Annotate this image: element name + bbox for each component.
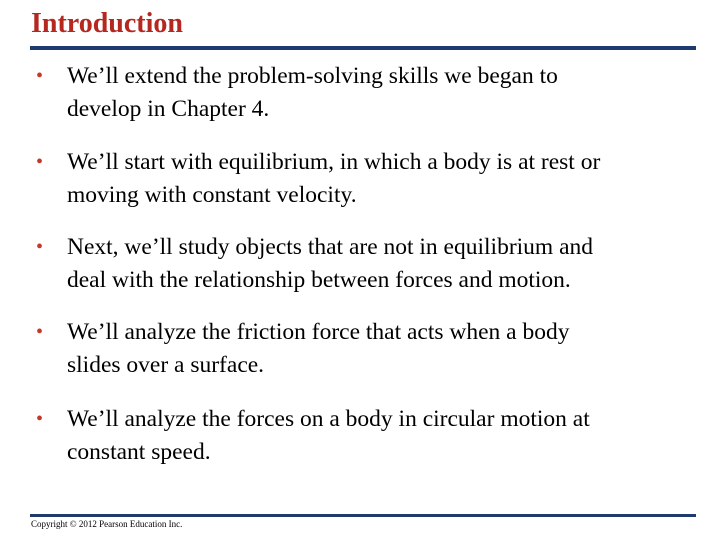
bullet-item <box>36 60 696 126</box>
bullet-marker: • <box>36 151 44 173</box>
bullet-marker: • <box>36 65 44 87</box>
bullet-item <box>36 316 696 382</box>
bullet-text-line: We’ll start with equilibrium, in which a body is at rest or <box>67 149 601 175</box>
bullet-item <box>36 146 696 212</box>
bullet-text-line: We’ll analyze the forces on a body in circular motion at <box>67 406 590 432</box>
bullet-text-line: deal with the relationship between forces and motion. <box>67 267 571 293</box>
bullet-text-line: We’ll analyze the friction force that acts when a body <box>67 319 570 345</box>
footer-rule <box>30 514 696 517</box>
bullet-marker: • <box>36 408 44 430</box>
bullet-text-line: Next, we’ll study objects that are not in equilibrium and <box>67 234 594 260</box>
copyright-notice: Copyright © 2012 Pearson Education Inc. <box>31 519 183 529</box>
bullet-text-line: moving with constant velocity. <box>67 182 357 208</box>
bullet-item <box>36 403 696 469</box>
bullet-text-line: slides over a surface. <box>67 352 265 378</box>
bullet-text-line: We’ll extend the problem-solving skills we began to <box>67 63 558 89</box>
bullet-marker: • <box>36 321 44 343</box>
bullet-item <box>36 231 696 297</box>
bullet-text-line: constant speed. <box>67 439 211 465</box>
title-underline-rule <box>30 46 696 50</box>
bullet-text-line: develop in Chapter 4. <box>67 96 270 122</box>
bullet-marker: • <box>36 236 44 258</box>
slide-title: Introduction <box>31 8 183 39</box>
